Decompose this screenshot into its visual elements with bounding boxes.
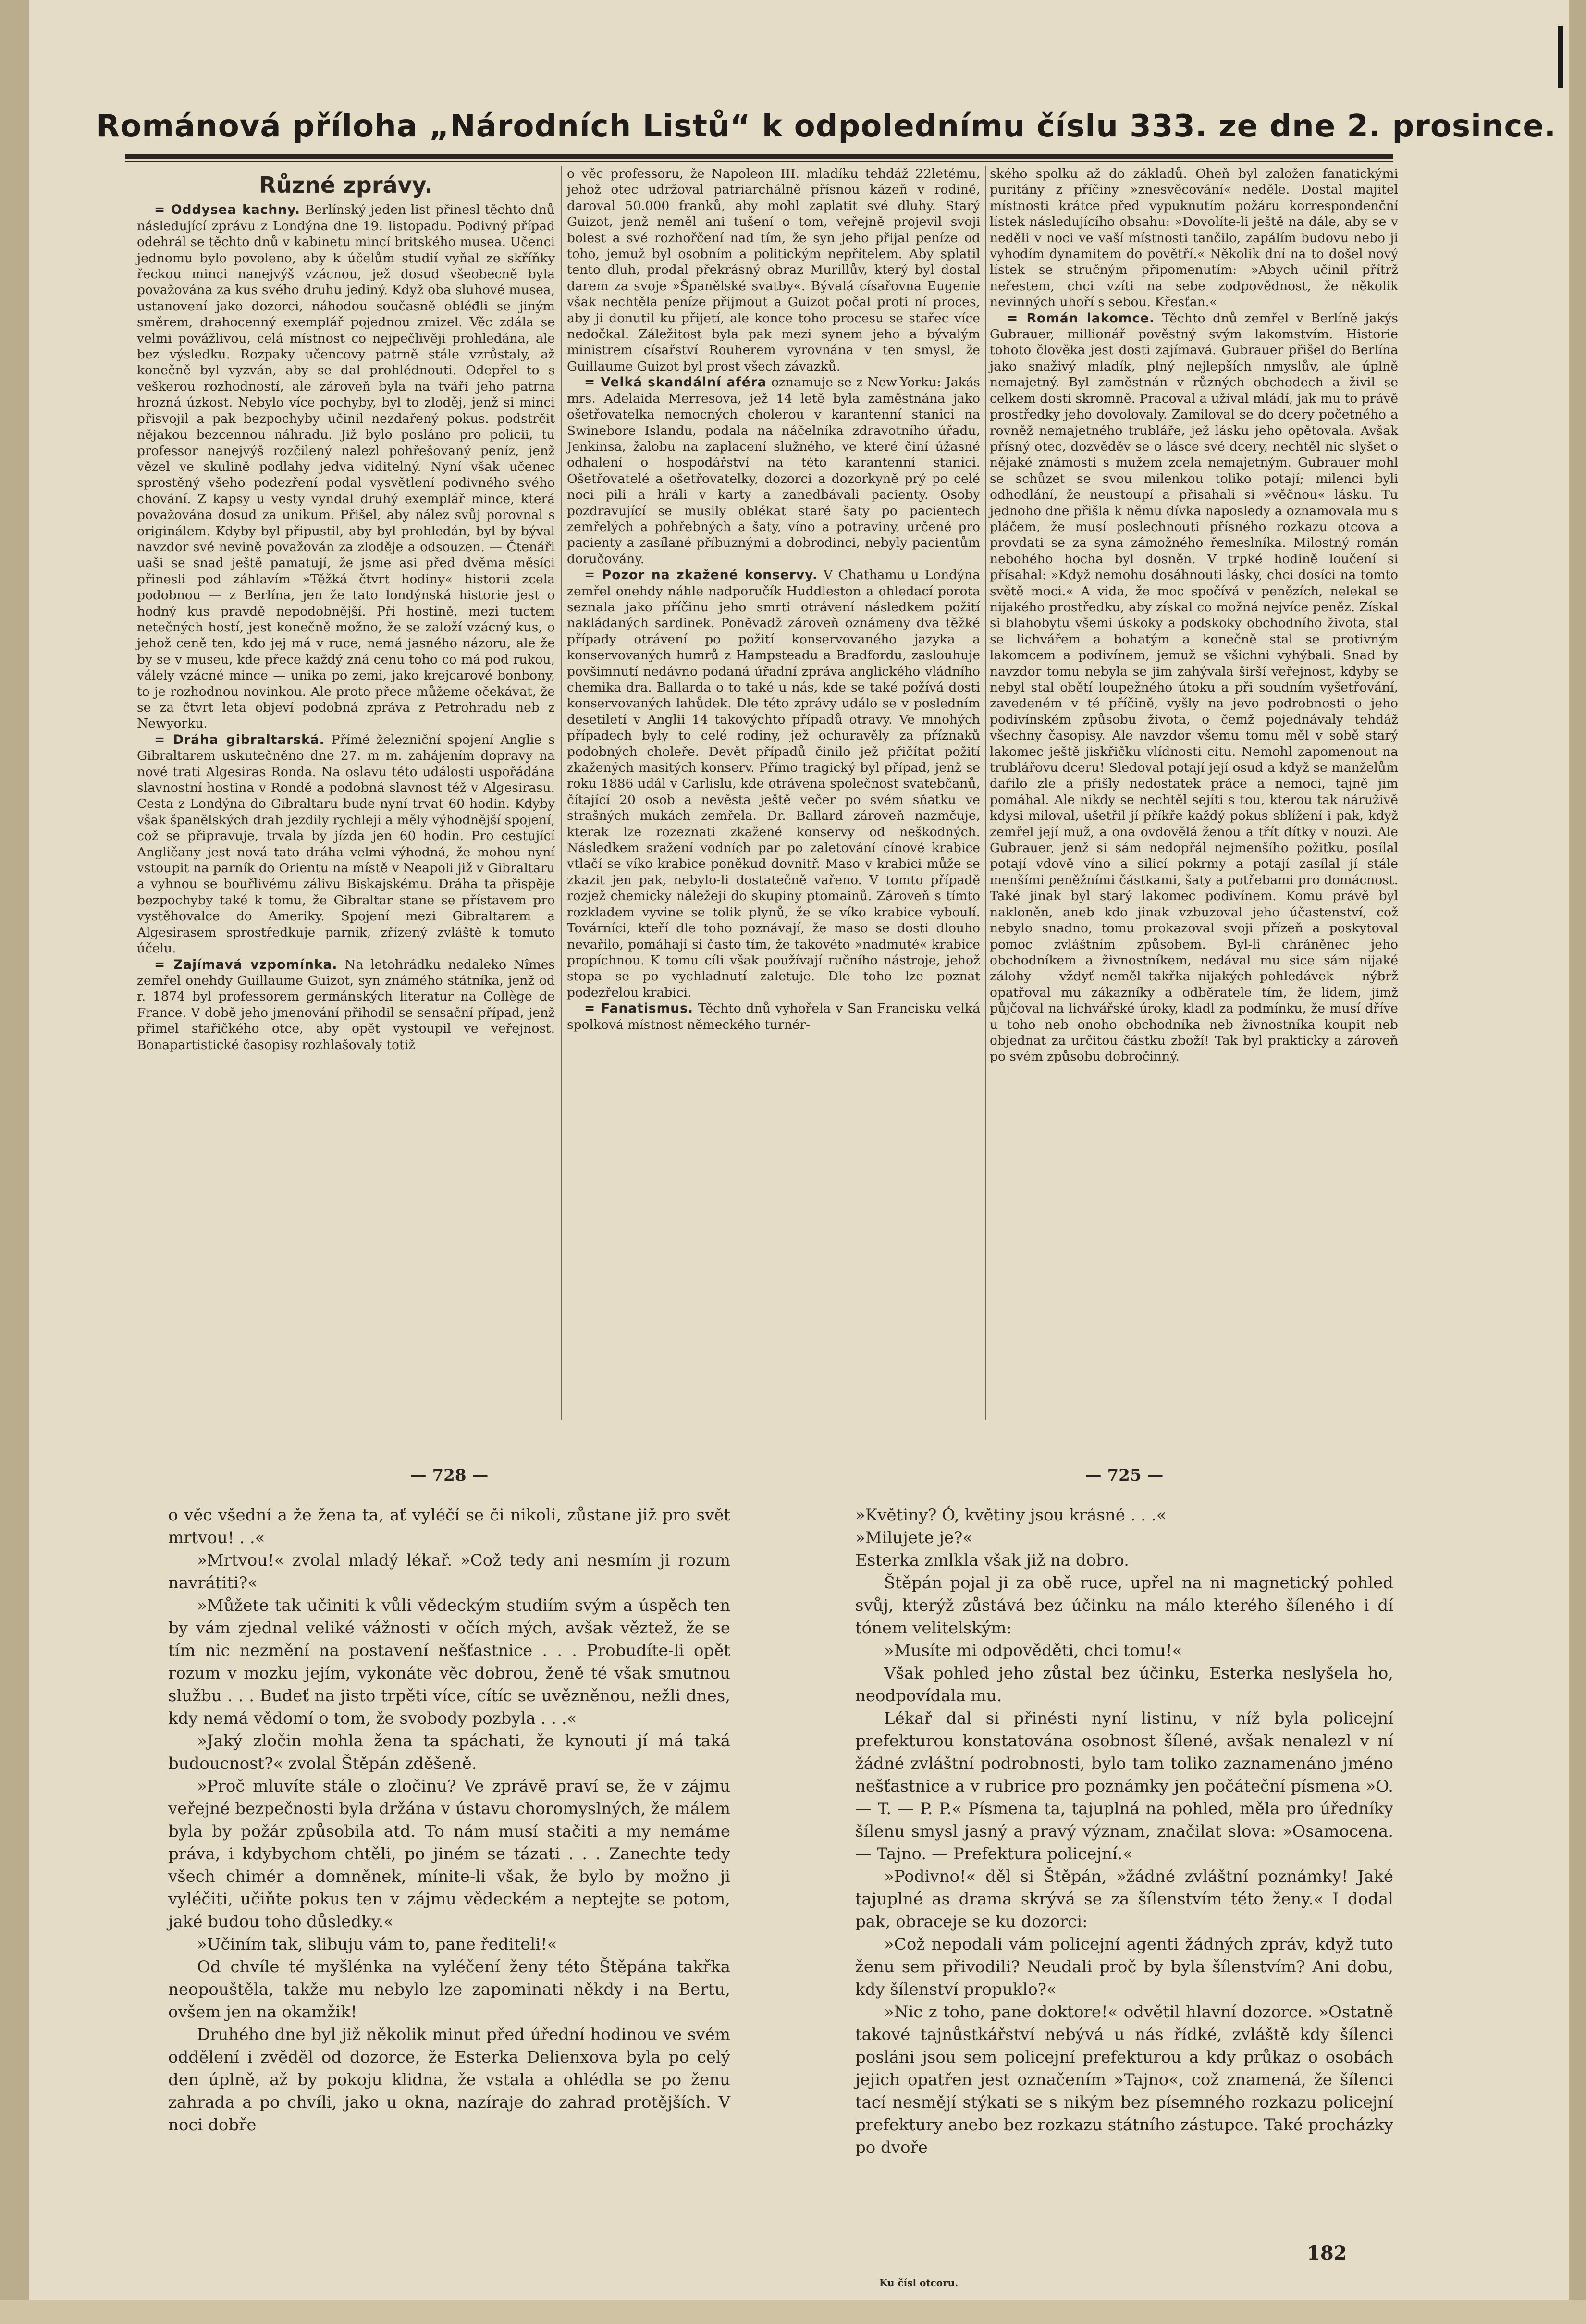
novel-paragraph: »Musíte mi odpověděti, chci tomu!« <box>884 1641 1182 1660</box>
news-item-text: Těchto dnů vyhořela v San Francisku velká spolková místnost německého turnér- <box>567 1001 981 1032</box>
news-item <box>990 310 1398 1065</box>
novel-paragraph: »Květiny? Ó, květiny jsou krásné . . .« <box>855 1506 1167 1525</box>
page-number: — 728 — <box>410 1466 489 1485</box>
column-body <box>567 166 980 1033</box>
news-item-text: Berlínský jeden list přinesl těchto dnů následující zprávu z Londýna dne 19. listopadu. Podivný případ odehrál se těchto dnů v kabinetu mincí britského musea. Učenci jednomu bylo povoleno, aby k účelům studií vyňal ze skříňky řeckou minci nanejvýš vzácnou, jež dosud všeobecně byla považována za kus svého druhu jediný. Když oba sluhové musea, ustanovení jako dozorci, náhodou současně obléđli se jiným směrem, drahocenný exemplář pojednou zmizel. Věc zdála se velmi povážlivou, celá místnost co nejpečlivěji prohledána, ale bez výsledku. Rozpaky učencovy patrně stále vzrůstaly, až konečně byl vyzván, aby se dal prohlédnouti. Odepřel to s veškerou rozhodností, ale zároveň byla na tváři jeho patrna hrozná úzkost. Nebylo více pochyby, byl to zloděj, jenž si minci přisvojil a pak bezpochyby učinil nezdařený pokus. podstrčit nějakou bezcennou náhradu. Již bylo posláno pro policii, tu professor nanejvýš rozčilený nalezl pohřešovaný peníz, jenž vězel ve skulině podlahy jedva viditelný. Nyní však učenec sprostěný všeho podezření podal vysvětlení podivného svého chování. Z kapsy u vesty vyndal druhý exemplář mince, která považována dosud za unikum. Přišel, aby nález svůj porovnal s originálem. Kdyby byl připustil, aby byl prohledán, byl by býval navzdor své nevině považován za zloděje a odsouzen. — Čtenáři uaši se snad ještě pamatují, že jsme asi před dvěma měsíci přinesli pod záhlavím »Těžká čtvrt hodiny« historii zcela podobnou — z Berlína, jen že tato londýnská historie jest o hodný kus pravdě nepodobnější. Při hostině, mezi tuctem netečných hostí, jest konečně možno, že se založí vzácný kus, o jehož ceně ten, kdo jej má v ruce, nemá jasného názoru, ale že by se v museu, kde přece každý zná cenu toho co má pod rukou, válely vzácné mince — unika po zemi, jako krejcarové bonbony, to je rozhodnou novinkou. Ale proto přece můžeme očekávat, že se za čtvrt leta objeví podobná zpráva z Petrohradu neb z Newyorku. <box>137 202 555 731</box>
news-item <box>567 374 980 567</box>
corner-mark <box>1558 26 1563 88</box>
masthead-rule <box>125 154 1393 159</box>
news-item <box>567 567 980 1001</box>
news-column-3 <box>990 166 1398 1065</box>
novel-text <box>855 1504 1393 2159</box>
masthead: Románová příloha „Národních Listů“ k odpolednímu číslu 333. ze dne 2. prosince. <box>96 109 1557 144</box>
footer-note: Ku čísl otcoru. <box>879 2277 959 2288</box>
news-column-1 <box>137 166 555 1053</box>
novel-paragraph: »Milujete je?« <box>855 1528 973 1547</box>
novel-right-page <box>855 1466 1393 2159</box>
page-bottom-edge <box>0 2300 1586 2324</box>
novel-paragraph: »Mrtvou!« zvolal mladý lékař. »Což tedy ani nesmím ji rozum navrátiti?« <box>168 1551 730 1593</box>
news-item-text: o věc professoru, že Napoleon III. mladíku tehdáž 22letému, jehož otec udržoval patriarchálně přísnou kázeň v rodině, daroval 50.000 franků, aby mohl zaplatit své dluhy. Starý Guizot, jenž neměl ani tušení o tom, veřejně projevil svoji bolest a své rozhořčení nad tím, že syn jeho přijal peníze od toho, jemuž byl osobním a politickým nepřítelem. Aby splatil tento dluh, prodal překrásný obraz Murillův, který byl dostal darem za svoje »Španělské svatby«. Bývalá císařovna Eugenie však nechtěla peníze přijmout a Guizot počal proti ní proces, aby ji donutil ku přijetí, ale konce toho procesu se stařec více nedočkal. Záležitost byla pak mezi synem jeho a bývalým ministrem císařství Rouherem vyrovnána v ten smysl, že Guillaume Guizot byl prost všech závazků. <box>567 166 980 374</box>
novel-paragraph: o věc všední a že žena ta, ať vyléčí se či nikoli, zůstane již pro svět mrtvou! . .« <box>168 1506 730 1547</box>
news-item <box>137 957 555 1053</box>
sheet-number: 182 <box>1307 2242 1347 2264</box>
masthead-rule-thin <box>125 161 1393 162</box>
news-item-heading: = Oddysea kachny. <box>154 202 300 218</box>
novel-paragraph: Štěpán pojal ji za obě ruce, upřel na ni magnetický pohled svůj, kterýž zůstává bez účinku na málo kterého šíleného i dí tónem velitelským: <box>855 1573 1393 1638</box>
news-column-2 <box>567 166 980 1033</box>
news-item-text: Přímé železniční spojení Anglie s Gibraltarem uskutečněno dne 27. m m. zahájením dopravy na nové trati Algesiras Ronda. Na oslavu této události uspořádána slavnostní hostina v Rondě a podobná slavnost též v Algesirasu. Cesta z Londýna do Gibraltaru bude nyní trvat 60 hodin. Kdyby však španělských drah jezdily rychleji a měly výhodnější spojení, což se připravuje, trvala by jízda jen 60 hodin. Pro cestující Angličany jest nová tato dráha velmi výhodná, že mohou nyní vstoupit na parník do Orientu na místě v Neapoli již v Gibraltaru a vyhnou se bouřlivému zálivu Biskajskému. Dráha ta přispěje bezpochyby také k tomu, že Gibraltar stane se přístavem pro vystěhovalce do Ameriky. Spojení mezi Gibraltarem a Algesirasem sprostředkuje parník, zřízený zvláště k tomuto účelu. <box>137 732 555 956</box>
news-item <box>990 166 1398 310</box>
page-left-edge <box>0 0 29 2324</box>
news-item <box>567 166 980 374</box>
column-divider <box>985 166 986 1420</box>
news-item <box>137 732 555 957</box>
novel-paragraph: »Podivno!« děl si Štěpán, »žádné zvláštní poznámky! Jaké tajuplné as drama skrývá se za šílenstvím této ženy.« I dodal pak, obraceje se ku dozorci: <box>855 1867 1393 1931</box>
page-right-edge <box>1569 0 1586 2324</box>
news-item-heading: = Fanatismus. <box>584 1001 693 1016</box>
news-item-heading: = Zajímavá vzpomínka. <box>154 957 338 972</box>
news-item <box>137 202 555 731</box>
news-item-text: Na letohrádku nedaleko Nîmes zemřel onehdy Guillaume Guizot, syn známého státníka, jenž od r. 1874 byl professorem germánských literatur na Collège de France. V době jeho jmenování přihodil se sensační případ, jenž přimel stařičkého otce, aby opět vystoupil ve veřejnost. Bonapartistické časopisy rozhlašovaly totiž <box>137 957 555 1052</box>
news-item-heading: = Román lakomce. <box>1007 310 1155 326</box>
novel-paragraph: Esterka zmlkla však již na dobro. <box>855 1551 1129 1570</box>
novel-paragraph: »Učiním tak, slibuju vám to, pane řediteli!« <box>197 1935 557 1954</box>
news-item-heading: = Velká skandální aféra <box>584 375 767 390</box>
column-body <box>990 166 1398 1065</box>
novel-paragraph: Od chvíle té myšlénka na vyléčení ženy této Štěpána takřka neopouštěla, takže mu nebylo lze zapominati někdy i na Bertu, ovšem jen na okamžik! <box>168 1957 730 2022</box>
news-item-text: Těchto dnů zemřel v Berlíně jakýs Gubrauer, millionář pověstný svým lakomstvím. Historie tohoto člověka jest dosti zajímavá. Gubrauer přišel do Berlína jako snaživý mladík, plný nejlepších nmyslův, ale úplně nemajetný. Byl zaměstnán v různých obchodech a živil se celkem dosti skromně. Pracoval a užíval mládí, jak mu to právě prostředky jeho dovolovaly. Zamiloval se do dcery početného a rovněž nemajetného trubláře, jež lásku jeho opětovala. Avšak přísný otec, dozvěděv se o lásce své dcery, nechtěl nic slyšet o nějaké známosti s mužem zcela nemajetným. Gubrauer mohl se schůzet se svou milenkou toliko potají; milenci byli odhodlání, že neustoupí a přisahali si »věčnou« lásku. Tu jednoho dne přišla k němu dívka naposledy a oznamovala mu s pláčem, že musí poslechnouti přísného rozkazu otcova a provdati se za syna zámožného řemeslníka. Milostný román nebohého hocha byl dosněn. V trpké hodině loučení si přísahal: »Když nemohu dosáhnouti lásky, chci dosíci na tomto světě moci.« A vida, že moc spočívá v penězích, nelekal se nijakého prostředku, aby získal co možná nejvíce peněz. Získal si blahobytu všemi úskoky a podskoky obchodního života, stal se lichvářem a bohatým a konečně stal se protivným lakomcem a podivínem, jemuž se všichni vyhýbali. Snad by navzdor tomu nebyla se jim zahývala širší veřejnost, kdyby se nebyl stal obětí loupežného útoku a při soudním vyšetřování, zavedeném v té příčině, vyšly na jevo podrobnosti o jeho podivínském způsobu života, o čemž pojednávaly tehdáž všechny časopisy. Ale navzdor všemu tomu měl v sobě starý lakomec ještě jiskřičku vlídnosti citu. Nemohl zapomenout na trublářovu dceru! Sledoval potají její osud a když se manželům dařilo zle a přišly nedostatek práce a nemoci, tajně jim pomáhal. Ale nikdy se nechtěl sejíti s tou, kterou tak náruživě kdysi miloval, ušetřil jí příkře každý pokus sblížení i pak, když zemřel její muž, a ona ovdovělá ženou a třít dítky v nouzi. Ale Gubrauer, jenž si sám nedopřál nejmenšího požitku, posílal potají vdově víno a silicí pokrmy a potají zasílal jí stále menšími peněžními částkami, šaty a potřebami pro domácnost. Také jinak byl starý lakomec podivínem. Komu právě byl nakloněn, aneb kdo jinak vzbuzoval jeho účastenství, což nebylo snadno, tomu prokazoval svoji přízeň a poskytoval pomoc zvláštním způsobem. Byl-li chráněnec jeho obchodníkem a živnostníkem, nedával mu sice sám nijaké zálohy — vždyť neměl takřka nijakých pohledávek — nýbrž opatřoval mu zákazníky a odběratele tím, že lidem, jimž půjčoval na lichvářské úroky, kladl za podmínku, že musí dříve u toho neb onoho obchodníka neb živnostníka koupit neb objednat za určitou částku zboží! Tak byl prakticky a zároveň po svém způsobu dobročinný. <box>990 310 1398 1064</box>
column-body <box>137 202 555 1053</box>
page-number: — 725 — <box>1085 1466 1164 1485</box>
section-title: Různé zprávy. <box>259 172 433 198</box>
news-item-text: V Chathamu u Londýna zemřel onehdy náhle nadporučík Huddleston a ohledací porota seznala jako příčinu jeho smrti otrávení následkem požití nakládaných sardinek. Poněvadž zároveň oznámeny dva těžké případy otrávení po požití konservovaného jazyka a konservovaných humrů z Hampsteadu a Bradfordu, zaslouhuje povšimnutí nedávno podaná úřadní zpráva anglického vládního chemika dra. Ballarda o to také u nás, kde se také požívá dosti konservovaných lahůdek. Dle této zprávy událo se v posledním desetiletí v Anglii 14 takovýchto případů otravy. Ve mnohých případech byly to celé rodiny, jež ochuravěly za příznaků podobných choleře. Devět případů činilo jež přičítat požití zkažených masitých konserv. Přímo tragický byl případ, jenž se roku 1886 udál v Carlislu, kde otrávena společnost svatebčanů, čítající 20 osob a nevěsta ještě večer po svém sňatku ve strašných mukách zemřela. Dr. Ballard zároveň nazmčuje, kterak lze rozeznati zkažené konservy od neškodných. Následkem sražení vodních par po zaletování cínové krabice vtlačí se víko krabice poněkud dovnitř. Maso v krabici může se zkazit jen pak, nebylo-li dostatečně vařeno. V tomto případě rozjež chemicky náležejí do skupiny ptomainů. Zároveň s tímto rozkladem vyvine se tolik plynů, že se víko krabice vyboulí. Továrníci, kteří dle toho poznávají, že maso se dosti dlouho nevařilo, pomáhají si často tím, že takovéto »nadmuté« krabice propíchnou. K tomu cíli však používají ručního nástroje, jehož stopa se po vychladnutí zaletuje. Dle toho lze poznat podezřelou krabici. <box>567 568 980 1000</box>
novel-paragraph: Druhého dne byl již několik minut před úřední hodinou ve svém oddělení i zvěděl od dozorce, že Esterka Delienxova byla po celý den úplně, až by pokoju klidna, že vstala a ohlédla se po ženu zahrada a po chvíli, jako u okna, nazíraje do zahrad protějších. V noci dobře <box>168 2025 730 2135</box>
novel-paragraph: »Proč mluvíte stále o zločinu? Ve zprávě praví se, že v zájmu veřejné bezpečnosti byla držána v ústavu choromyslných, že málem byla by požár způsobila atd. To nám musí stačiti a my nemáme práva, i kdybychom chtěli, po jiném se tázati . . . Zanechte tedy všech chimér a domněnek, mínite-li však, že bylo by možno ji vyléčiti, učiňte pokus ten v zájmu vědeckém a neptejte se potom, jaké budou toho důsledky.« <box>168 1777 730 1931</box>
novel-paragraph: »Což nepodali vám policejní agenti žádných zpráv, když tuto ženu sem přivodili? Neudali proč by byla šílenstvím? Ani dobu, kdy šílenství propuklo?« <box>855 1935 1393 1999</box>
column-divider <box>561 166 562 1420</box>
news-item-heading: = Pozor na zkažené konservy. <box>584 568 818 583</box>
news-item-heading: = Dráha gibraltarská. <box>154 732 325 747</box>
novel-text <box>168 1504 730 2137</box>
news-item-text: ského spolku až do základů. Oheň byl založen fanatickými puritány z příčiny »znesvěcování« neděle. Dostal majitel místnosti krátce před vypuknutím požáru korrespondenční lístek následujícího obsahu: »Dovolíte-li ještě na dále, aby se v neděli v noci ve vaší místnosti tančilo, zapálím budovu nebo ji vyhodím dynamitem do povětří.« Několik dní na to došel nový lístek se stručným připomenutím: »Abych učinil přítrž neřestem, chci vzíti na sebe zodpovědnost, že několik nevinných uhoří s sebou. Křesťan.« <box>990 166 1398 310</box>
novel-left-page <box>168 1466 730 2137</box>
novel-paragraph: »Nic z toho, pane doktore!« odvětil hlavní dozorce. »Ostatně takové tajnůstkářství nebývá u nás řídké, zvláště kdy šílenci posláni jsou sem policejní prefekturou a kdy průkaz o osobách jejich opatřen jest označením »Tajno«, což znamená, že šílenci tací nesmějí stýkati se s nikým bez písemného rozkazu policejní prefektury anebo bez rozkazu státního zástupce. Také procházky po dvoře <box>855 2003 1393 2157</box>
news-item <box>567 1001 980 1033</box>
novel-paragraph: »Můžete tak učiniti k vůli vědeckým studiím svým a úspěch ten by vám zjednal veliké vážnosti v očích mých, avšak věztež, že se tím nic nezmění na postavení nešťastnice . . . Probudíte-li opět rozum v mozku jejím, vykonáte věc dobrou, ženě té však smutnou službu . . . Budeť na jisto trpěti více, cítíc se uvězněnou, nežli dnes, kdy nemá vědomí o tom, že svobody pozbyla . . .« <box>168 1596 730 1728</box>
novel-paragraph: »Jaký zločin mohla žena ta spáchati, že kynouti jí má taká budoucnost?« zvolal Štěpán zděšeně. <box>168 1731 730 1773</box>
news-item-text: oznamuje se z New-Yorku: Jakás mrs. Adelaida Merresova, jež 14 letě byla zaměstnána jako ošetřovatelka nemocných cholerou v karantenní stanici na Swinebore Islandu, podala na náčelníka zdravotního úřadu, Jenkinsa, žalobu na zaplacení služného, ve které činí úžasné odhalení o hospodářství na této karantenní stanici. Ošetřovatelé a ošetřovatelky, dozorci a dozorkyně prý po celé noci pili a hráli v karty a zanedbávali pacienty. Osoby pozdravující se musily oblékat staré šaty po pacientech zemřelých a pohřebných a šaty, víno a potraviny, určené pro pacienty a zasílané příbuznými a dobrodinci, nebyly pacientům doručovány. <box>567 375 980 567</box>
novel-paragraph: Však pohled jeho zůstal bez účinku, Esterka neslyšela ho, neodpovídala mu. <box>855 1664 1393 1706</box>
novel-paragraph: Lékař dal si přinésti nyní listinu, v níž byla policejní prefekturou konstatována osobnost šílené, avšak nenalezl v ní žádné zvláštní podrobnosti, bylo tam toliko zaznamenáno jméno nešťastnice a v rubrice pro poznámky jen počáteční písmena »O. — T. — P. P.« Písmena ta, tajuplná na pohled, měla pro úředníky šílenu smysl jasný a pravý význam, značilat slova: »Osamocena. — Tajno. — Prefektura policejní.« <box>855 1709 1393 1864</box>
